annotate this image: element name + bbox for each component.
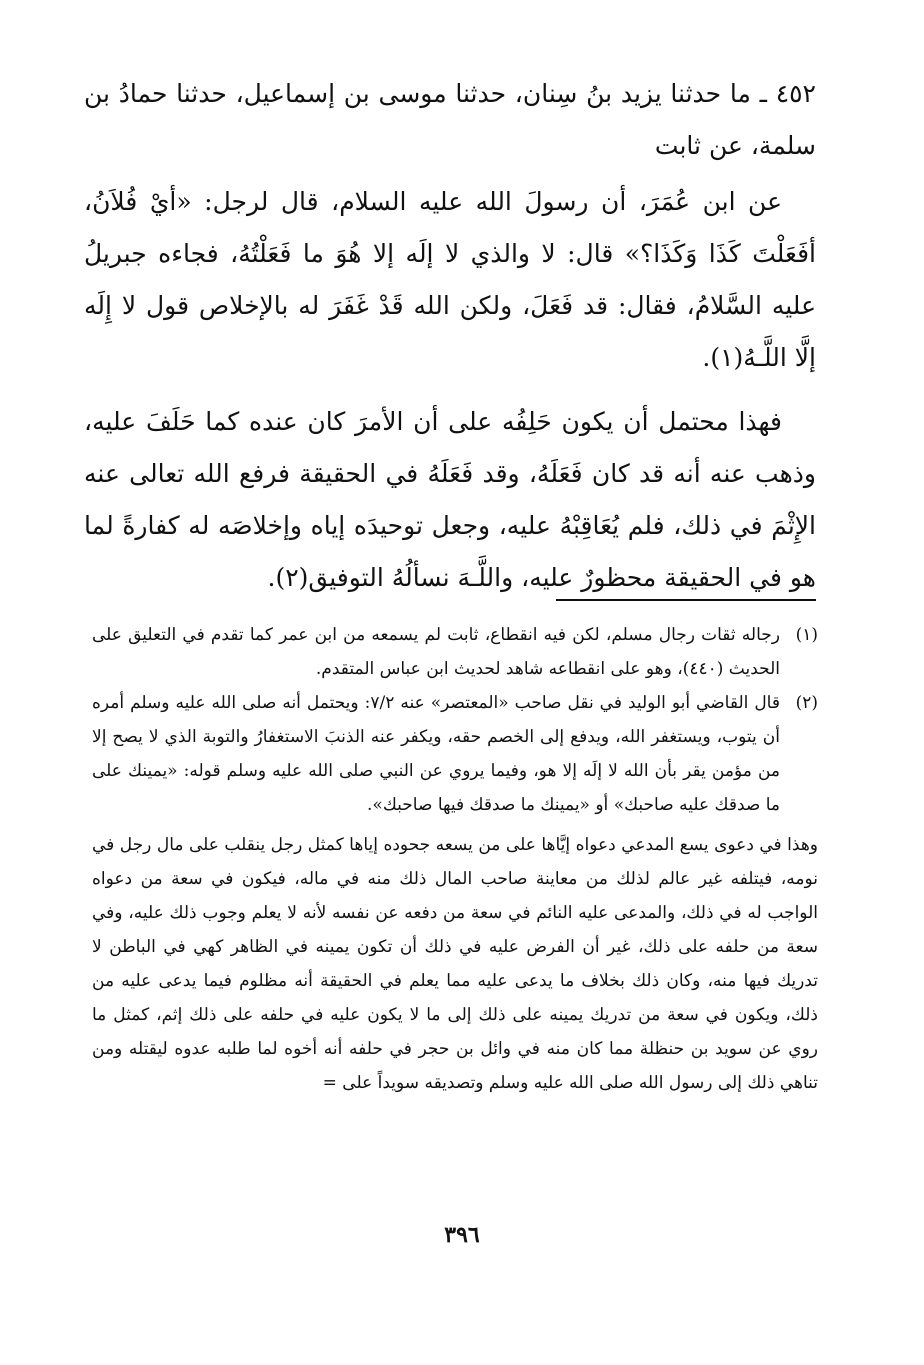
footnote-separator	[556, 599, 816, 601]
footnote-1	[92, 618, 818, 686]
page-number: ٣٩٦	[444, 1222, 480, 1248]
hadith-isnad: ٤٥٢ ـ ما حدثنا يزيد بنُ سِنان، حدثنا موسى بن إسماعيل، حدثنا حمادُ بن سلمة، عن ثابت	[84, 79, 816, 160]
footnote-text: قال القاضي أبو الوليد في نقل صاحب «المعتصر» عنه ٧/٢: ويحتمل أنه صلى الله عليه وسلم أمره أن يتوب، ويستغفر الله، ويدفع إلى الخصم حقه، ويكفر عنه الذنبَ الاستغفارُ والتوبة الذي لا يصح إلا من مؤمن يقر بأن الله لا إلَه إلا هو، وفيما يروي عن النبي صلى الله عليه وسلم قوله: «يمينك على ما صدقك عليه صاحبك» أو «يمينك ما صدقك فيها صاحبك».	[92, 693, 780, 815]
commentary-paragraph: فهذا محتمل أن يكون حَلِفُه على أن الأمرَ كان عنده كما حَلَفَ عليه، وذهب عنه أنه قد كان فَعَلَهُ، وقد فَعَلَهُ في الحقيقة فرفع الله تعالى عنه الإِثْمَ في ذلك، فلم يُعَاقِبْهُ عليه، وجعل توحيدَه إياه وإخلاصَه له كفارةً لما هو في الحقيقة محظورٌ عليه، واللَّـهَ نسألُهُ التوفيق(٢).	[84, 407, 816, 592]
footnotes	[92, 618, 818, 1117]
footnote-continuation: وهذا في دعوى يسع المدعي دعواه إيَّاها على من يسعه جحوده إياها كمثل رجل ينقلب على مال رجل في نومه، فيتلفه غير عالم لذلك من معاينة صاحب المال ذلك منه في ماله، فيكون في سعة من دعواه الواجب له في ذلك، والمدعى عليه النائم في سعة من دفعه عن نفسه لأنه لا يعلم وجوب ذلك عليه، وفي سعة من حلفه على ذلك، غير أن الفرض عليه في ذلك أن تكون يمينه في الظاهر كهي في الباطن لا تدريك فيها منه، وكان ذلك بخلاف ما يدعى عليه مما يعلم في الحقيقة أنه مظلوم فيما يدعى عليه من ذلك، ويكون في سعة من تدريك يمينه على ذلك إلى ما لا يكون عليه في حلفه على ذلك إثم، كمثل ما روي عن سويد بن حنظلة مما كان منه في وائل بن حجر في حلفه أنه أخوه لما طلبه عدوه ليقتله ومن تناهي ذلك إلى رسول الله صلى الله عليه وسلم وتصديقه سويداً على =	[92, 835, 818, 1093]
footnote-number: (٢)	[795, 693, 818, 713]
footnote-number: (١)	[795, 625, 818, 645]
footnote-text: رجاله ثقات رجال مسلم، لكن فيه انقطاع، ثابت لم يسمعه من ابن عمر كما تقدم في التعليق على الحديث (٤٤٠)، وهو على انقطاعه شاهد لحديث ابن عباس المتقدم.	[92, 625, 780, 679]
hadith-matn: عن ابن عُمَرَ، أن رسولَ الله عليه السلام، قال لرجل: «أيْ فُلاَنُ، أفَعَلْتَ كَذَا وَكَذَا؟» قال: لا والذي لا إلَه إلا هُوَ ما فَعَلْتُهُ، فجاءه جبريلُ عليه السَّلامُ، فقال: قد فَعَلَ، ولكن الله قَدْ غَفَرَ له بالإخلاص قول لا إِلَه إلَّا اللَّـهُ(١).	[84, 187, 816, 372]
footnote-2	[92, 686, 818, 822]
main-text	[84, 68, 816, 604]
